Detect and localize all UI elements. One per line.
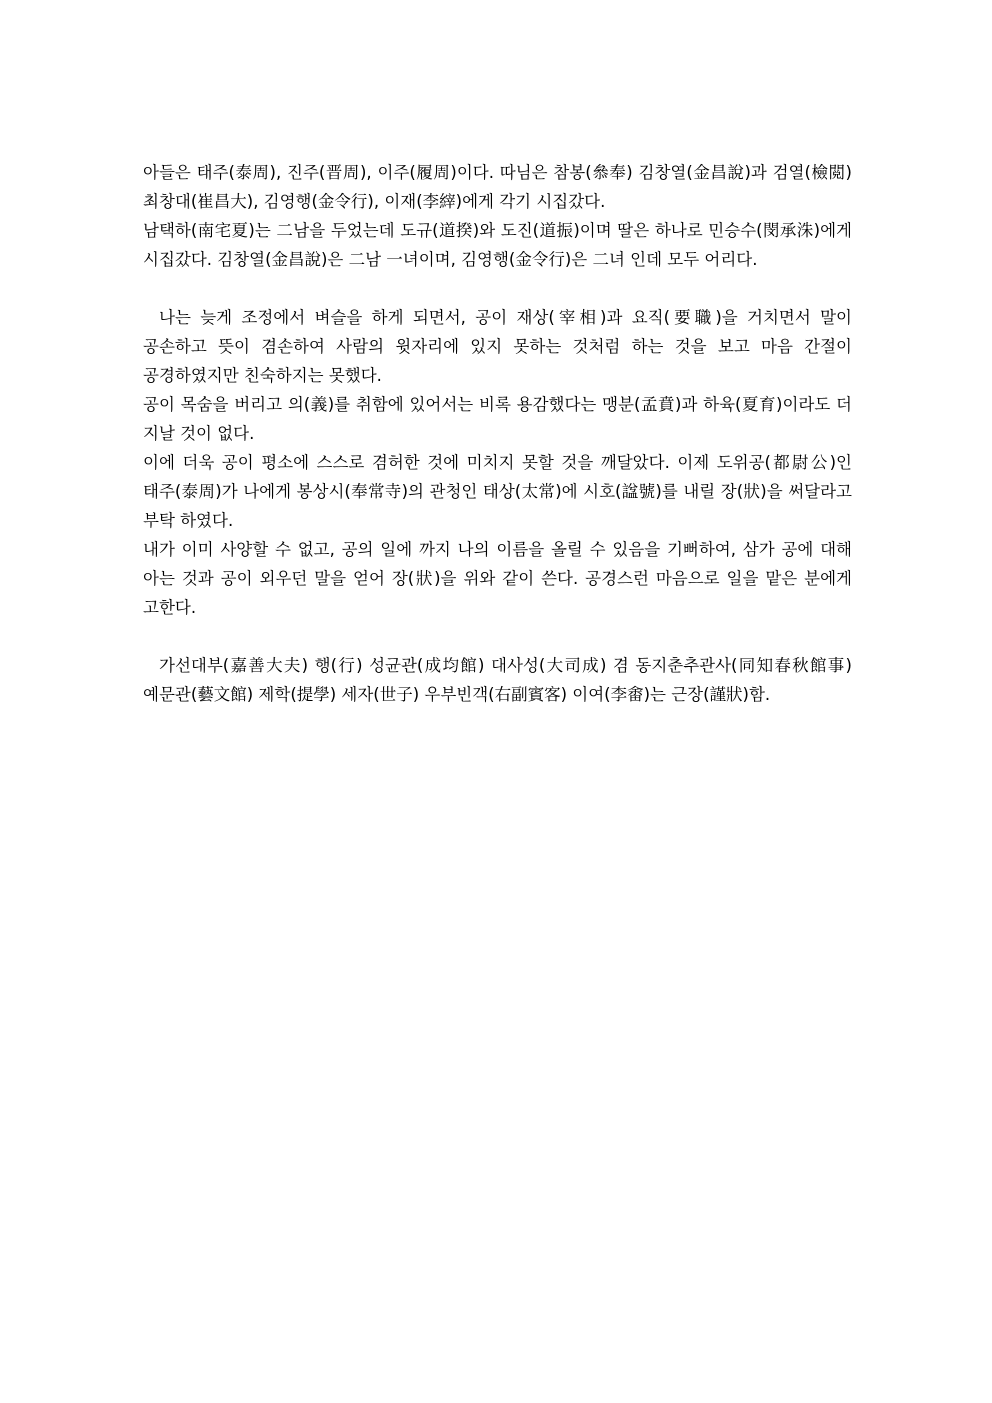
paragraph-righteousness: 공이 목숨을 버리고 의(義)를 취함에 있어서는 비록 용감했다는 맹분(孟賁)과 하육(夏育)이라도 더 지날 것이 없다. [143,395,852,443]
document-body [143,158,852,709]
paragraph-signature: 가선대부(嘉善大夫) 행(行) 성균관(成均館) 대사성(大司成) 겸 동지춘추관사(同知春秋館事) 예문관(藝文館) 제학(提學) 세자(世子) 우부빈객(右副賓客) 이여(李畬)는 근장(謹狀)함. [143,656,852,704]
paragraph-nam-taekha: 남택하(南宅夏)는 二남을 두었는데 도규(道揆)와 도진(道振)이며 딸은 하나로 민승수(閔承洙)에게 시집갔다. 김창열(金昌說)은 二남 一녀이며, 김영행(金令行)은 二녀 인데 모두 어리다. [143,221,852,269]
paragraph-author-reflection: 나는 늦게 조정에서 벼슬을 하게 되면서, 공이 재상(宰相)과 요직(要職)을 거치면서 말이 공손하고 뜻이 겸손하여 사람의 윗자리에 있지 못하는 것처럼 하는 것을 보고 마음 간절이 공경하였지만 친숙하지는 못했다. [143,308,852,385]
blank-line [143,622,852,651]
paragraph-children: 아들은 태주(泰周), 진주(晋周), 이주(履周)이다. 따님은 참봉(叅奉) 김창열(金昌說)과 검열(檢閲) 최창대(崔昌大), 김영행(金令行), 이재(李縡)에게 각기 시집갔다. [143,163,852,211]
blank-line [143,274,852,303]
paragraph-request: 이에 더욱 공이 평소에 스스로 겸허한 것에 미치지 못할 것을 깨달았다. 이제 도위공(都尉公)인 태주(泰周)가 나에게 봉상시(奉常寺)의 관청인 태상(太常)에 시호(諡號)를 내릴 장(狀)을 써달라고 부탁 하였다. [143,453,852,530]
paragraph-writing: 내가 이미 사양할 수 없고, 공의 일에 까지 나의 이름을 올릴 수 있음을 기뻐하여, 삼가 공에 대해 아는 것과 공이 외우던 말을 얻어 장(狀)을 위와 같이 쓴다. 공경스런 마음으로 일을 맡은 분에게 고한다. [143,540,852,617]
